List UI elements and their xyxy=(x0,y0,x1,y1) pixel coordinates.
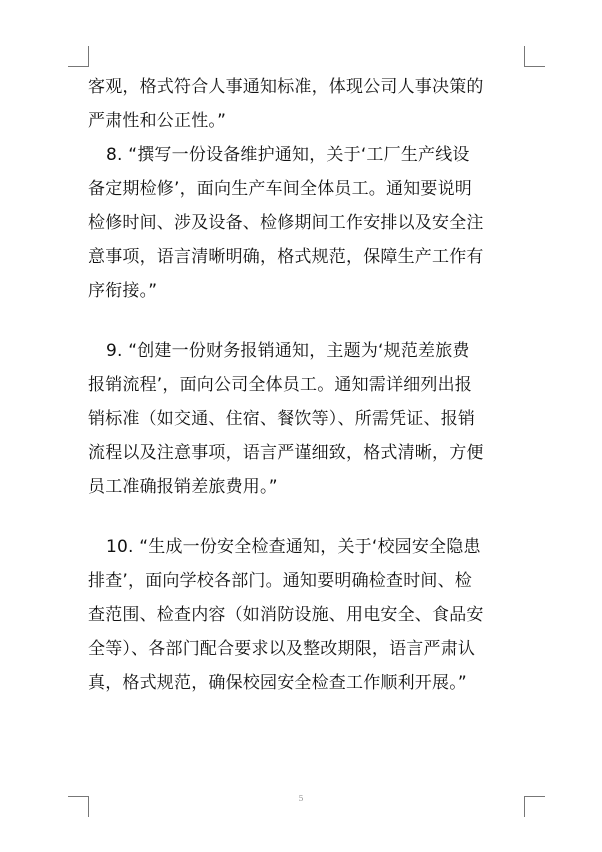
text-line: 序衔接。” xyxy=(88,281,158,301)
text-line: 流程以及注意事项，语言严谨细致，格式清晰，方便 xyxy=(88,443,484,463)
text-line: 报销流程’，面向公司全体员工。通知需详细列出报 xyxy=(88,375,473,395)
text-line: 真，格式规范，确保校园安全检查工作顺利开展。” xyxy=(88,673,467,693)
text-line: 员工准确报销差旅费用。” xyxy=(88,477,278,497)
paragraph-9 xyxy=(88,334,524,504)
text-line: 备定期检修’，面向生产车间全体员工。通知要说明 xyxy=(88,179,473,199)
crop-mark-top-right xyxy=(524,46,545,67)
text-line: 9. “创建一份财务报销通知，主题为‘规范差旅费 xyxy=(106,341,470,361)
text-line: 查范围、检查内容（如消防设施、用电安全、食品安 xyxy=(88,605,484,625)
text-line: 销标准（如交通、住宿、餐饮等）、所需凭证、报销 xyxy=(88,409,476,429)
text-line: 检修时间、涉及设备、检修期间工作安排以及安全注 xyxy=(88,213,484,233)
crop-mark-top-left xyxy=(68,46,89,67)
paragraph-spacer xyxy=(88,308,524,334)
text-line: 8. “撰写一份设备维护通知，关于‘工厂生产线设 xyxy=(106,145,470,165)
text-line: 排查’，面向学校各部门。通知要明确检查时间、检 xyxy=(88,571,473,591)
text-line: 全等）、各部门配合要求以及整改期限，语言严肃认 xyxy=(88,639,476,659)
document-body xyxy=(88,70,524,700)
paragraph-7-tail xyxy=(88,70,524,138)
text-line: 意事项，语言清晰明确，格式规范，保障生产工作有 xyxy=(88,247,484,267)
paragraph-spacer xyxy=(88,504,524,530)
text-line: 严肃性和公正性。” xyxy=(88,111,227,131)
paragraph-10 xyxy=(88,530,524,700)
page-number: 5 xyxy=(298,794,304,803)
text-line: 10. “生成一份安全检查通知，关于‘校园安全隐患 xyxy=(106,537,481,557)
paragraph-8 xyxy=(88,138,524,308)
text-line: 客观，格式符合人事通知标准，体现公司人事决策的 xyxy=(88,77,484,97)
